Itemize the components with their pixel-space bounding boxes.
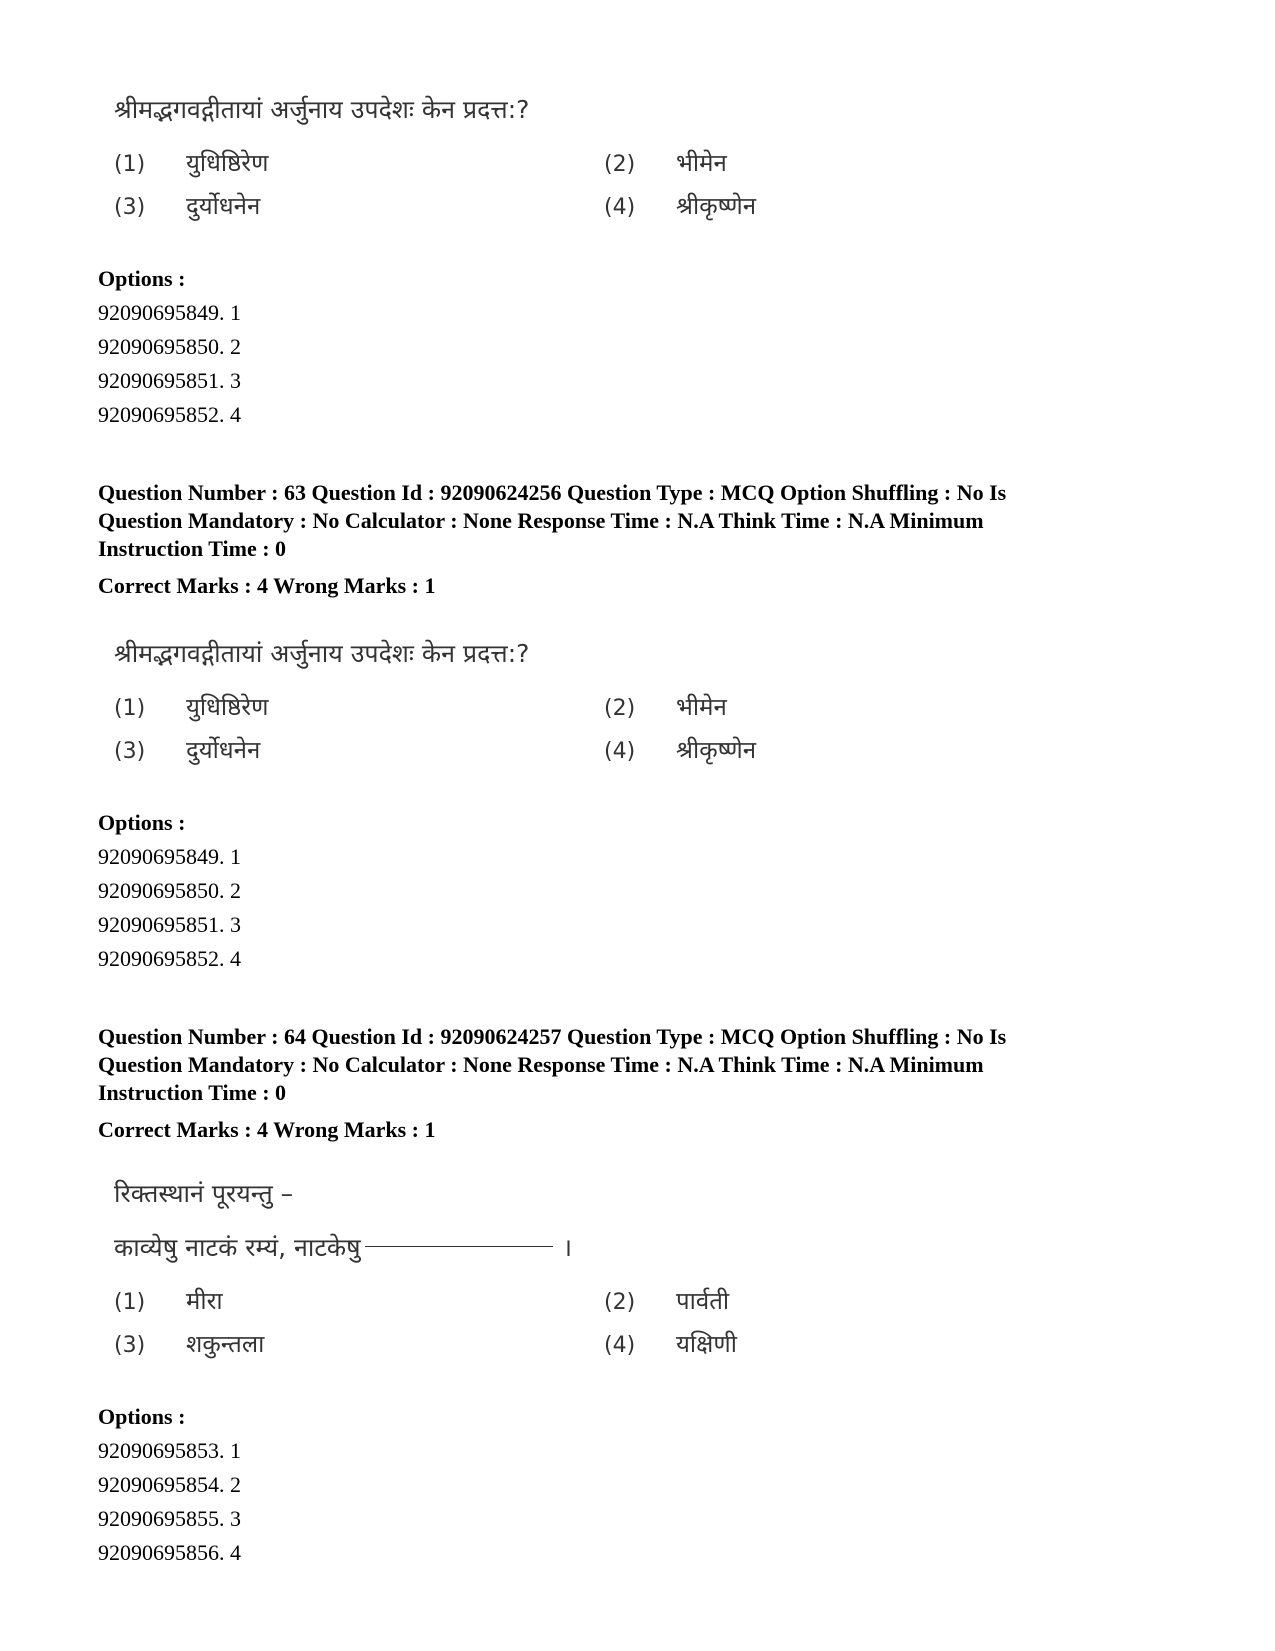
option-item: 92090695853. 1 (98, 1438, 241, 1463)
question-text: काव्येषु नाटकं रम्यं, नाटकेषु । (114, 1233, 573, 1262)
options-label: Options : (98, 1404, 186, 1429)
choice-1: (1) युधिष्ठिरेण (114, 149, 269, 177)
option-item: 92090695851. 3 (98, 368, 241, 393)
fill-blank (365, 1246, 553, 1247)
question-text: श्रीमद्भगवद्गीतायां अर्जुनाय उपदेशः केन प्रदत्त:? (114, 95, 530, 124)
question-header: Question Number : 64 Question Id : 92090624257 Question Type : MCQ Option Shuffling : No Is Question Mandatory : No Calculator : None Response Time : N.A Think Time : N.A Minimum Instruction Time : 0 (98, 1024, 1007, 1105)
choice-2: (2) भीमेन (604, 149, 727, 177)
option-item: 92090695852. 4 (98, 946, 241, 971)
marks-line: Correct Marks : 4 Wrong Marks : 1 (98, 573, 436, 598)
options-list (98, 1400, 241, 1570)
option-item: 92090695850. 2 (98, 878, 241, 903)
option-item: 92090695855. 3 (98, 1506, 241, 1531)
options-list (98, 262, 241, 432)
choice-3: (3) दुर्योधनेन (114, 192, 261, 220)
choice-4: (4) यक्षिणी (604, 1330, 737, 1358)
option-item: 92090695849. 1 (98, 300, 241, 325)
question-instruction: रिक्तस्थानं पूरयन्तु – (114, 1179, 294, 1208)
option-item: 92090695852. 4 (98, 402, 241, 427)
options-label: Options : (98, 266, 186, 291)
option-item: 92090695849. 1 (98, 844, 241, 869)
question-header: Question Number : 63 Question Id : 92090624256 Question Type : MCQ Option Shuffling : No Is Question Mandatory : No Calculator : None Response Time : N.A Think Time : N.A Minimum Instruction Time : 0 (98, 480, 1007, 561)
option-item: 92090695854. 2 (98, 1472, 241, 1497)
question-text: श्रीमद्भगवद्गीतायां अर्जुनाय उपदेशः केन प्रदत्त:? (114, 639, 530, 668)
option-item: 92090695851. 3 (98, 912, 241, 937)
option-item: 92090695850. 2 (98, 334, 241, 359)
choice-3: (3) दुर्योधनेन (114, 736, 261, 764)
choice-4: (4) श्रीकृष्णेन (604, 736, 757, 764)
marks-line: Correct Marks : 4 Wrong Marks : 1 (98, 1117, 436, 1142)
choice-1: (1) युधिष्ठिरेण (114, 693, 269, 721)
choice-4: (4) श्रीकृष्णेन (604, 192, 757, 220)
choice-1: (1) मीरा (114, 1287, 223, 1315)
options-list (98, 806, 241, 976)
choice-2: (2) भीमेन (604, 693, 727, 721)
choice-2: (2) पार्वती (604, 1287, 730, 1315)
options-label: Options : (98, 810, 186, 835)
choice-3: (3) शकुन्तला (114, 1330, 265, 1358)
option-item: 92090695856. 4 (98, 1540, 241, 1565)
